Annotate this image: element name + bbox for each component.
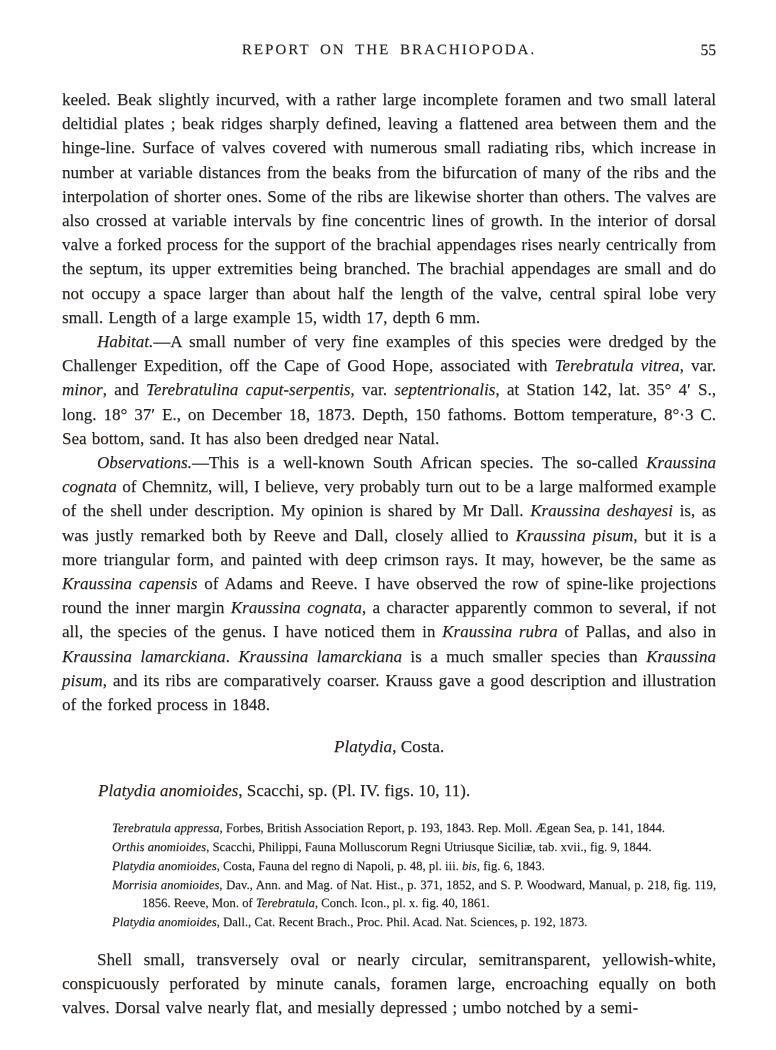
paragraph-observations: Observations.—This is a well-known South African species. The so-called Kraussina cognata of Chemnitz, will, I believe, very probably turn out to be a large malformed example of the shell under description. My opinion is shared by Mr Dall. Kraussina deshayesi is, as was justly remarked both by Reeve and Dall, closely allied to Kraussina pisum, but it is a more triangular form, and painted with deep crimson rays. It may, however, be the same as Kraussina capensis of Adams and Reeve. I have observed the row of spine-like projections round the inner margin Kraussina cognata, a character apparently common to several, if not all, the species of the genus. I have noticed them in Kraussina rubra of Pallas, and also in Kraussina lamarckiana. Kraussina lamarckiana is a much smaller species than Kraussina pisum, and its ribs are comparatively coarser. Krauss gave a good description and illustration of the forked process in 1848. — [62, 453, 717, 715]
paragraph-keeled-continuation: keeled. Beak slightly incurved, with a rather large incomplete foramen and two small lateral deltidial plates ; beak ridges sharply defined, leaving a flattened area between them and the hinge-line. Surface of valves covered with numerous small radiating ribs, which increase in number at variable distances from the beaks from the bifurcation of many of the ribs and the interpolation of shorter ones. Some of the ribs are likewise shorter than others. The valves are also crossed at variable intervals by fine concentric lines of growth. In the interior of dorsal valve a forked process for the support of the brachial appendages rises nearly centrically from the septum, its upper extremities being branched. The brachial appendages are small and do not occupy a space larger than about half the length of the valve, central spiral lobe very small. Length of a large example 15, width 17, depth 6 mm. — [62, 90, 716, 327]
page-number: 55 — [700, 42, 716, 59]
reference-entry: Platydia anomioides, Dall., Cat. Recent Brach., Proc. Phil. Acad. Nat. Sciences, p. 192, 1873. — [112, 915, 588, 930]
reference-entry: Terebratula appressa, Forbes, British Association Report, p. 193, 1843. Rep. Moll. Ægean Sea, p. 141, 1844. — [112, 821, 665, 836]
genus-heading: Platydia, Costa. — [333, 737, 445, 757]
running-header — [62, 42, 716, 64]
reference-entry: Platydia anomioides, Costa, Fauna del regno di Napoli, p. 48, pl. iii. bis, fig. 6, 1843. — [112, 858, 545, 873]
paragraph-habitat: Habitat.—A small number of very fine examples of this species were dredged by the Challenger Expedition, off the Cape of Good Hope, associated with Terebratula vitrea, var. minor, and Terebratulina caput-serpentis, var. septentrionalis, at Station 142, lat. 35° 4′ S., long. 18° 37′ E., on December 18, 1873. Depth, 150 fathoms. Bottom temperature, 8°·3 C. Sea bottom, sand. It has also been dredged near Natal. — [62, 332, 717, 448]
text-column — [62, 42, 716, 1021]
reference-entry: Morrisia anomioides, Dav., Ann. and Mag. of Nat. Hist., p. 371, 1852, and S. P. Woodward, Manual, p. 218, fig. 119, 1856. Reeve, Mon. of Terebratula, Conch. Icon., pl. x. fig. 40, 1861. — [112, 877, 716, 911]
reference-entry: Orthis anomioides, Scacchi, Philippi, Fauna Molluscorum Regni Utriusque Siciliæ, tab. xvii., fig. 9, 1844. — [112, 840, 652, 855]
synonymy-references — [112, 819, 716, 932]
page-title: REPORT ON THE BRACHIOPODA. — [241, 42, 537, 58]
paragraph-shell-description: Shell small, transversely oval or nearly circular, semitransparent, yellowish-white, conspicuously perforated by minute canals, foramen large, encroaching equally on both valves. Dorsal valve nearly flat, and mesially depressed ; umbo notched by a semi- — [62, 950, 716, 1018]
species-heading: Platydia anomioides, Scacchi, sp. (Pl. IV. figs. 10, 11). — [98, 781, 471, 801]
